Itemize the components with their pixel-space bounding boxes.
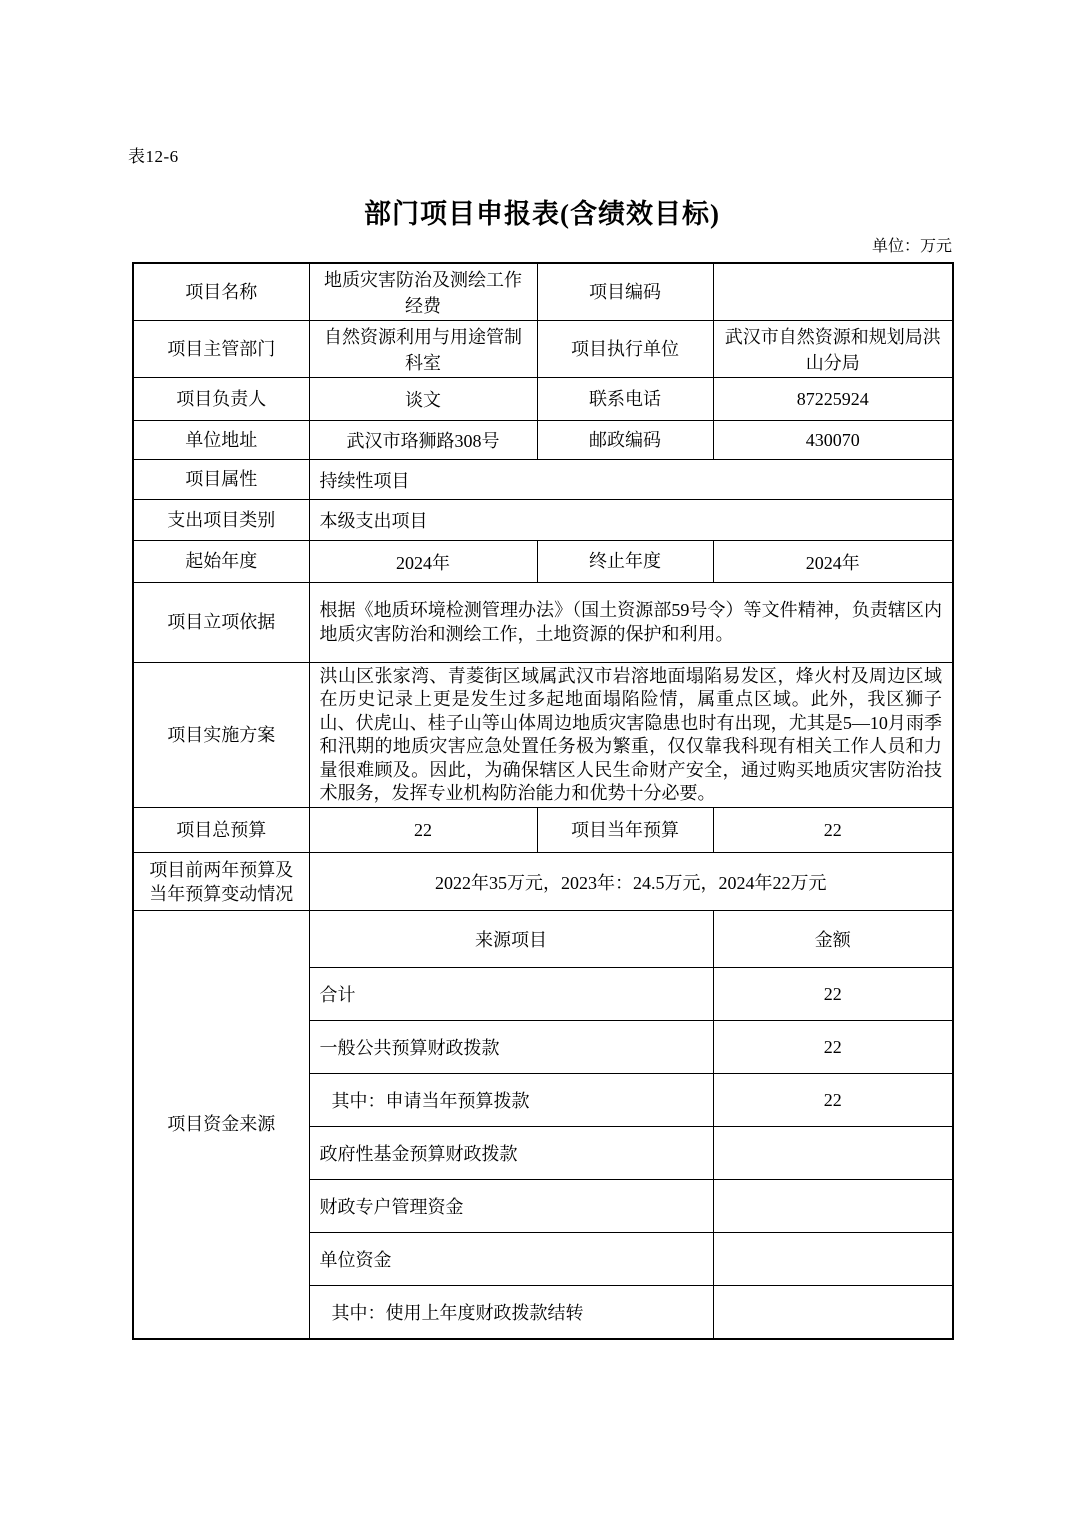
funding-header-source: 来源项目 xyxy=(309,911,713,968)
basis-label: 项目立项依据 xyxy=(133,583,309,663)
project-code-value xyxy=(713,263,953,321)
address-value: 武汉市珞狮路308号 xyxy=(309,421,537,460)
project-name-value: 地质灾害防治及测绘工作经费 xyxy=(309,263,537,321)
project-code-label: 项目编码 xyxy=(537,263,713,321)
table-row xyxy=(133,853,953,911)
funding-source: 其中：申请当年预算拨款 xyxy=(309,1074,713,1127)
postcode-value: 430070 xyxy=(713,421,953,460)
attribute-value: 持续性项目 xyxy=(309,460,953,500)
start-year-value: 2024年 xyxy=(309,541,537,583)
postcode-label: 邮政编码 xyxy=(537,421,713,460)
prev-budget-value: 2022年35万元，2023年：24.5万元，2024年22万元 xyxy=(309,853,953,911)
funding-source: 合计 xyxy=(309,968,713,1021)
leader-label: 项目负责人 xyxy=(133,378,309,421)
dept-value: 自然资源利用与用途管制科室 xyxy=(309,321,537,378)
table-row xyxy=(133,808,953,853)
expense-type-label: 支出项目类别 xyxy=(133,500,309,541)
table-row xyxy=(133,663,953,808)
total-budget-label: 项目总预算 xyxy=(133,808,309,853)
leader-value: 谈文 xyxy=(309,378,537,421)
funding-amount xyxy=(713,1286,953,1339)
exec-unit-value: 武汉市自然资源和规划局洪山分局 xyxy=(713,321,953,378)
prev-budget-label: 项目前两年预算及当年预算变动情况 xyxy=(133,853,309,911)
funding-source: 其中：使用上年度财政拨款结转 xyxy=(309,1286,713,1339)
funding-source: 财政专户管理资金 xyxy=(309,1180,713,1233)
funding-amount: 22 xyxy=(713,1021,953,1074)
plan-value: 洪山区张家湾、青菱街区域属武汉市岩溶地面塌陷易发区，烽火村及周边区域在历史记录上更是发生过多起地面塌陷险情，属重点区域。此外，我区狮子山、伏虎山、桂子山等山体周边地质灾害隐患也时有出现，尤其是5—10月雨季和汛期的地质灾害应急处置任务极为繁重，仅仅靠我科现有相关工作人员和力量很难顾及。因此，为确保辖区人民生命财产安全，通过购买地质灾害防治技术服务，发挥专业机构防治能力和优势十分必要。 xyxy=(309,663,953,808)
funding-amount xyxy=(713,1233,953,1286)
funding-amount xyxy=(713,1127,953,1180)
phone-label: 联系电话 xyxy=(537,378,713,421)
funding-source: 政府性基金预算财政拨款 xyxy=(309,1127,713,1180)
current-budget-label: 项目当年预算 xyxy=(537,808,713,853)
funding-amount: 22 xyxy=(713,1074,953,1127)
end-year-label: 终止年度 xyxy=(537,541,713,583)
total-budget-value: 22 xyxy=(309,808,537,853)
table-row xyxy=(133,911,953,968)
table-row xyxy=(133,378,953,421)
current-budget-value: 22 xyxy=(713,808,953,853)
end-year-value: 2024年 xyxy=(713,541,953,583)
table-row xyxy=(133,421,953,460)
funding-label: 项目资金来源 xyxy=(133,911,309,1339)
start-year-label: 起始年度 xyxy=(133,541,309,583)
application-form-table xyxy=(132,262,954,1340)
expense-type-value: 本级支出项目 xyxy=(309,500,953,541)
funding-amount: 22 xyxy=(713,968,953,1021)
unit-note: 单位：万元 xyxy=(871,238,952,255)
phone-value: 87225924 xyxy=(713,378,953,421)
table-row xyxy=(133,500,953,541)
funding-header-amount: 金额 xyxy=(713,911,953,968)
page-title: 部门项目申报表(含绩效目标) xyxy=(364,199,720,229)
table-row xyxy=(133,321,953,378)
dept-label: 项目主管部门 xyxy=(133,321,309,378)
exec-unit-label: 项目执行单位 xyxy=(537,321,713,378)
address-label: 单位地址 xyxy=(133,421,309,460)
funding-amount xyxy=(713,1180,953,1233)
project-name-label: 项目名称 xyxy=(133,263,309,321)
funding-source: 单位资金 xyxy=(309,1233,713,1286)
table-row xyxy=(133,541,953,583)
basis-value: 根据《地质环境检测管理办法》（国土资源部59号令）等文件精神，负责辖区内地质灾害防治和测绘工作，土地资源的保护和利用。 xyxy=(309,583,953,663)
table-row xyxy=(133,583,953,663)
table-row xyxy=(133,460,953,500)
table-row xyxy=(133,263,953,321)
attribute-label: 项目属性 xyxy=(133,460,309,500)
funding-source: 一般公共预算财政拨款 xyxy=(309,1021,713,1074)
plan-label: 项目实施方案 xyxy=(133,663,309,808)
table-number: 表12-6 xyxy=(128,147,179,166)
